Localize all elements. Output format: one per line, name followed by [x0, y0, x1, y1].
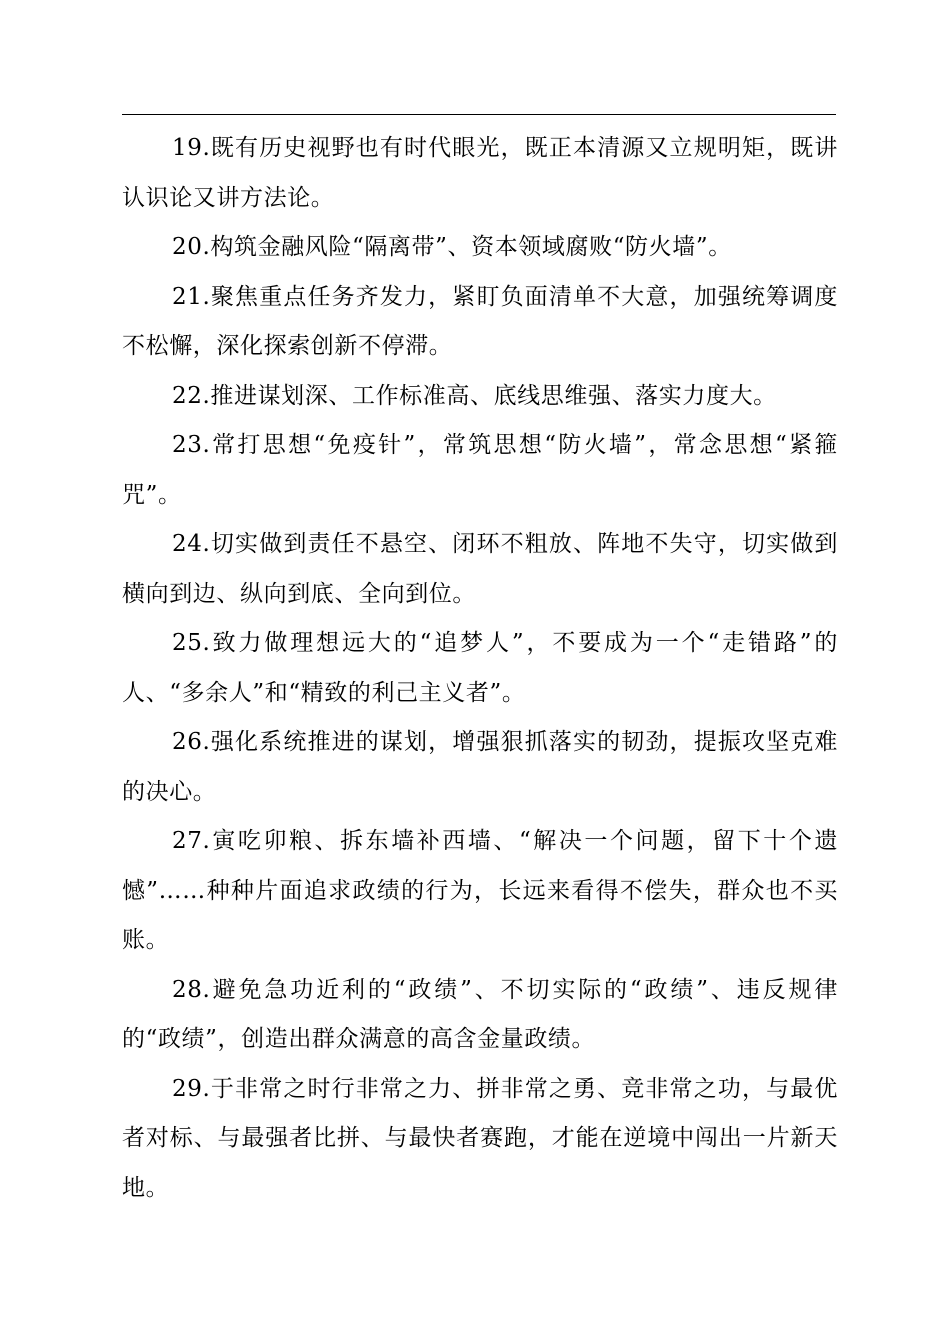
paragraph-20: 20.构筑金融风险“隔离带”、资本领域腐败“防火墙”。: [172, 234, 732, 260]
paragraph-28: 28.避免急功近利的“政绩”、不切实际的“政绩”、违反规律的“政绩”，创造出群众满意的高含金量政绩。: [122, 976, 838, 1052]
paragraph-26: 26.强化系统推进的谋划，增强狠抓落实的韧劲，提振攻坚克难的决心。: [122, 729, 838, 805]
paragraph-22: 22.推进谋划深、工作标准高、底线思维强、落实力度大。: [172, 382, 777, 409]
paragraph-29: 29.于非常之时行非常之力、拼非常之勇、竞非常之功，与最优者对标、与最强者比拼、与最快者赛跑，才能在逆境中闯出一片新天地。: [122, 1075, 838, 1201]
header-rule: [122, 114, 836, 115]
document-body: [122, 124, 838, 1213]
paragraph-24: 24.切实做到责任不悬空、闭环不粗放、阵地不失守，切实做到横向到边、纵向到底、全向到位。: [122, 531, 838, 607]
paragraph-25: 25.致力做理想远大的“追梦人”，不要成为一个“走错路”的人、“多余人”和“精致的利己主义者”。: [122, 630, 838, 706]
paragraph-23: 23.常打思想“免疫针”，常筑思想“防火墙”，常念思想“紧箍咒”。: [122, 432, 838, 508]
paragraph-27: 27.寅吃卯粮、拆东墙补西墙、“解决一个问题，留下十个遗憾”……种种片面追求政绩的行为，长远来看得不偿失，群众也不买账。: [122, 828, 838, 953]
paragraph-19: 19.既有历史视野也有时代眼光，既正本清源又立规明矩，既讲认识论又讲方法论。: [122, 135, 838, 211]
paragraph-21: 21.聚焦重点任务齐发力，紧盯负面清单不大意，加强统筹调度不松懈，深化探索创新不停滞。: [122, 283, 838, 359]
